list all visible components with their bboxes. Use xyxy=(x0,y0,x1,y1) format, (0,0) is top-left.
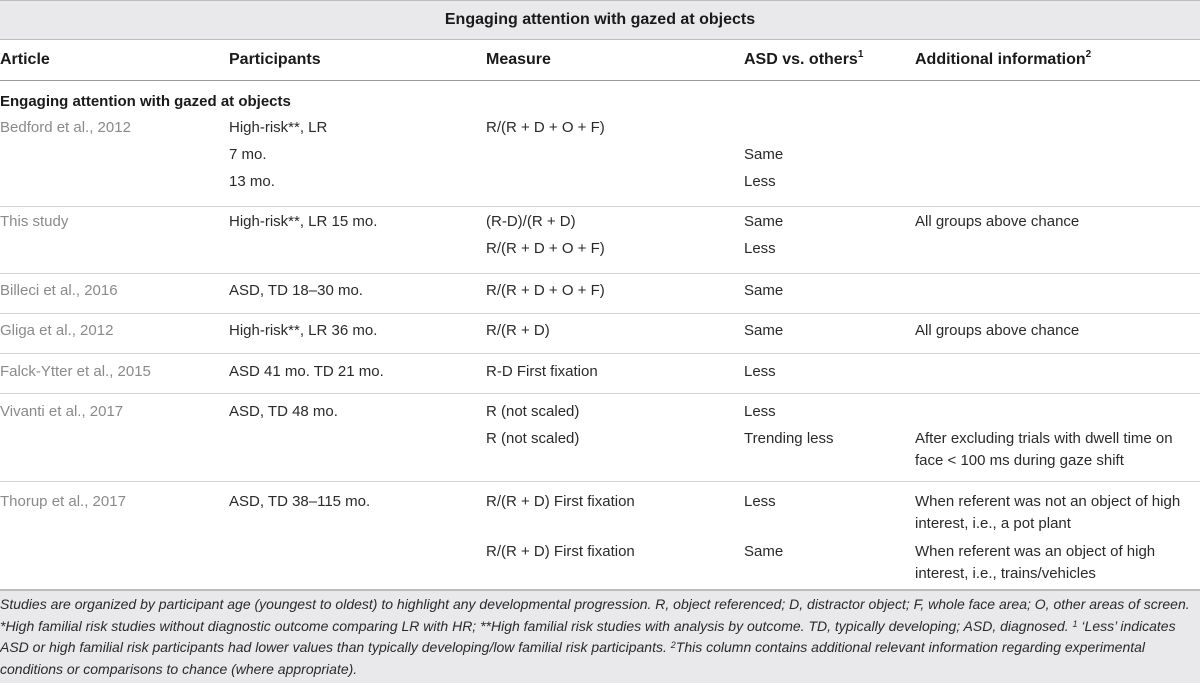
table-footnote xyxy=(0,590,1200,683)
table-row-group xyxy=(0,394,1200,482)
table-cell-article: Bedford et al., 2012 xyxy=(0,119,131,136)
header-additional-information: Additional information$^2$ xyxy=(915,49,1092,68)
table-cell-participants: ASD, TD 48 mo. xyxy=(229,403,338,420)
table-cell-measure: R-D First fixation xyxy=(486,363,598,380)
table-cell-asd: Less xyxy=(744,173,776,190)
table-cell-additional: When referent was not an object of high xyxy=(915,493,1181,510)
table-cell-participants: 7 mo. xyxy=(229,146,267,163)
table-cell-article: This study xyxy=(0,213,69,230)
table-cell-asd: Same xyxy=(744,322,784,339)
table-cell-additional: When referent was an object of high xyxy=(915,543,1156,560)
table-cell-article: Falck-Ytter et al., 2015 xyxy=(0,363,151,380)
table-cell-participants: High-risk**, LR 15 mo. xyxy=(229,213,378,230)
header-participants: Participants xyxy=(229,51,321,68)
table-cell-participants: ASD, TD 18–30 mo. xyxy=(229,282,363,299)
table-cell-participants: ASD, TD 38–115 mo. xyxy=(229,493,371,510)
table-header-row xyxy=(0,40,1200,81)
table-cell-asd: Same xyxy=(744,146,784,163)
header-asd-footnote-marker: 1 xyxy=(857,49,864,60)
table-cell-measure: R/(R + D + O + F) xyxy=(486,119,605,136)
table-cell-measure: R/(R + D) xyxy=(486,322,550,339)
table-cell-asd: Less xyxy=(744,493,776,510)
table-row-group xyxy=(0,482,1200,590)
table-cell-asd: Same xyxy=(744,543,784,560)
table-cell-article: Gliga et al., 2012 xyxy=(0,322,114,339)
table-cell-measure: R/(R + D + O + F) xyxy=(486,282,605,299)
table-cell-participants: High-risk**, LR xyxy=(229,119,328,136)
table-row-group xyxy=(0,113,1200,207)
header-additional-footnote-marker: 2 xyxy=(1085,49,1092,60)
table-cell-additional: interest, i.e., trains/vehicles xyxy=(915,565,1096,582)
table-cell-additional: All groups above chance xyxy=(915,213,1080,230)
header-measure: Measure xyxy=(486,51,551,68)
table-row-group xyxy=(0,314,1200,354)
table-cell-asd: Less xyxy=(744,403,776,420)
table-cell-asd: Less xyxy=(744,363,776,380)
table-cell-additional: All groups above chance xyxy=(915,322,1080,339)
table-cell-additional: face < 100 ms during gaze shift xyxy=(915,452,1124,469)
section-title: Engaging attention with gazed at objects xyxy=(0,93,291,110)
table-cell-article: Billeci et al., 2016 xyxy=(0,282,118,299)
table-cell-article: Vivanti et al., 2017 xyxy=(0,403,124,420)
table-cell-measure: R/(R + D) First fixation xyxy=(486,493,635,510)
table-cell-measure: (R-D)/(R + D) xyxy=(486,213,576,230)
table-cell-measure: R (not scaled) xyxy=(486,430,580,447)
table-cell-additional: interest, i.e., a pot plant xyxy=(915,515,1071,532)
table-cell-participants: 13 mo. xyxy=(229,173,275,190)
table-cell-participants: ASD 41 mo. TD 21 mo. xyxy=(229,363,384,380)
header-article: Article xyxy=(0,51,50,68)
footnote-marker-1: 1 xyxy=(1072,618,1078,629)
table-row-group xyxy=(0,207,1200,274)
table-cell-additional: After excluding trials with dwell time on xyxy=(915,430,1173,447)
table-cell-asd: Trending less xyxy=(744,430,834,447)
header-asd-vs-others: ASD vs. others$^1$ xyxy=(744,49,864,68)
table-cell-measure: R/(R + D) First fixation xyxy=(486,543,635,560)
footnote-marker-2: 2 xyxy=(670,640,676,650)
table-cell-article: Thorup et al., 2017 xyxy=(0,493,126,510)
table-row-group xyxy=(0,274,1200,314)
table-cell-measure: R (not scaled) xyxy=(486,403,580,420)
table-cell-asd: Same xyxy=(744,282,784,299)
table-cell-asd: Less xyxy=(744,240,776,257)
table-caption: Engaging attention with gazed at objects xyxy=(0,0,1200,40)
table-cell-measure: R/(R + D + O + F) xyxy=(486,240,605,257)
table-cell-participants: High-risk**, LR 36 mo. xyxy=(229,322,378,339)
footnote-text: Studies are organized by participant age (youngest to oldest) to highlight any developmental progression. R, object referenced; D, distractor object; F, whole face area; O, other areas of screen. *High familial risk studies without diagnostic outcome comparing LR with HR; **High familial risk studies with analysis by outcome. TD, typically developing; ASD, diagnosed. xyxy=(0,596,1190,634)
table-row-group xyxy=(0,354,1200,394)
footnote-text: This column contains additional relevant information regarding experimental conditions or comparisons to chance (where appropriate). xyxy=(0,639,1146,677)
footnote-text: ‘Less’ indicates ASD or high familial risk participants had lower values than typically developing/low familial risk participants. xyxy=(0,617,1176,655)
table-cell-asd: Same xyxy=(744,213,784,230)
